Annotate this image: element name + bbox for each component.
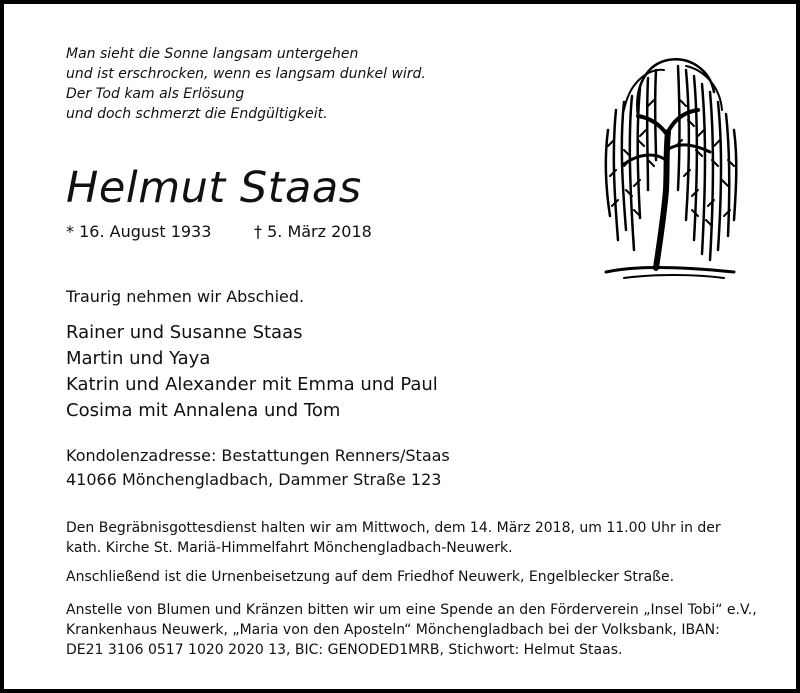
weeping-willow-icon [594, 40, 744, 280]
death-date: † 5. März 2018 [254, 222, 372, 241]
poem-line: Man sieht die Sonne langsam untergehen [66, 46, 359, 62]
service-line: kath. Kirche St. Mariä-Himmelfahrt Mönchengladbach-Neuwerk. [66, 540, 513, 556]
farewell-intro: Traurig nehmen wir Abschied. [66, 287, 305, 306]
donation-line: Krankenhaus Neuwerk, „Maria von den Aposteln“ Mönchengladbach bei der Volksbank, IBAN: [66, 622, 720, 638]
mourners-list [66, 320, 438, 424]
condolence-line: Kondolenzadresse: Bestattungen Renners/Staas [66, 446, 450, 465]
poem-line: Der Tod kam als Erlösung [66, 86, 245, 102]
condolence-address [66, 444, 450, 492]
burial-line: Anschließend ist die Urnenbeisetzung auf dem Friedhof Neuwerk, Engelblecker Straße. [66, 569, 675, 585]
birth-date: * 16. August 1933 [66, 222, 212, 241]
donation-notice [66, 600, 757, 660]
mourner-entry: Katrin und Alexander mit Emma und Paul [66, 374, 438, 395]
mourner-entry: Cosima mit Annalena und Tom [66, 400, 341, 421]
service-line: Den Begräbnisgottesdienst halten wir am Mittwoch, dem 14. März 2018, um 11.00 Uhr in der [66, 520, 721, 536]
poem [66, 44, 426, 124]
service-notice [66, 518, 721, 558]
life-dates [66, 221, 372, 243]
deceased-name: Helmut Staas [66, 163, 362, 213]
donation-line: Anstelle von Blumen und Kränzen bitten wir um eine Spende an den Förderverein „Insel Tobi“ e.V., [66, 602, 757, 618]
donation-line: DE21 3106 0517 1020 2020 13, BIC: GENODED1MRB, Stichwort: Helmut Staas. [66, 642, 623, 658]
burial-notice [66, 567, 674, 587]
mourner-entry: Martin und Yaya [66, 348, 211, 369]
condolence-line: 41066 Mönchengladbach, Dammer Straße 123 [66, 470, 442, 489]
poem-line: und doch schmerzt die Endgültigkeit. [66, 106, 328, 122]
poem-line: und ist erschrocken, wenn es langsam dunkel wird. [66, 66, 426, 82]
mourner-entry: Rainer und Susanne Staas [66, 322, 303, 343]
